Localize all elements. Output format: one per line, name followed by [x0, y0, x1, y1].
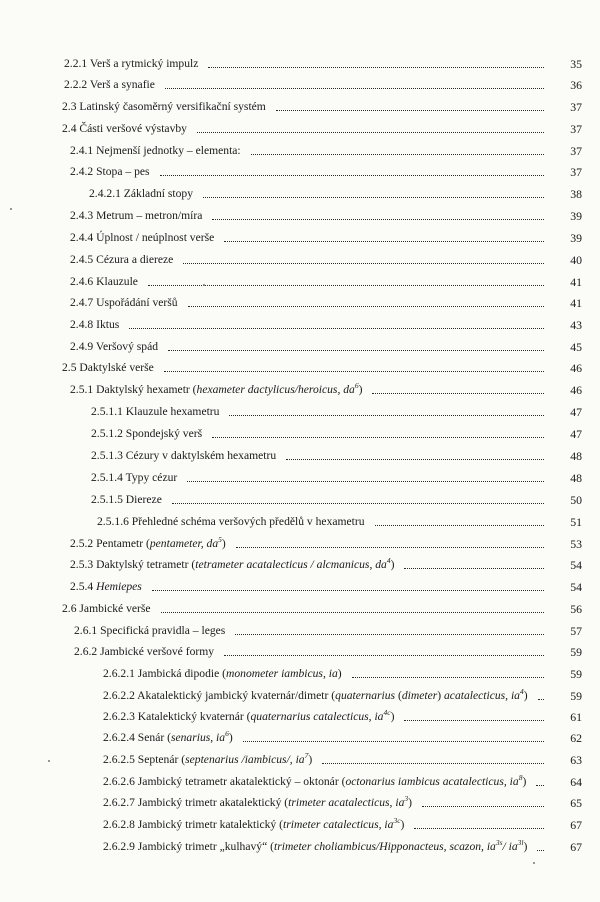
toc-entry[interactable]: [70, 535, 582, 551]
title-text: ): [522, 775, 527, 788]
page-number: 45: [570, 340, 582, 354]
dot-leader: [129, 327, 544, 329]
toc-entry[interactable]: [91, 447, 582, 463]
section-number: 2.6.2: [74, 645, 98, 658]
section-number: 2.5.3: [70, 558, 94, 571]
title-text: Daktylský hexametr (: [96, 383, 197, 396]
title-text: ): [337, 667, 342, 680]
dot-leader: [203, 196, 544, 198]
dot-leader: [404, 719, 544, 721]
title-text: ): [390, 710, 395, 723]
section-number: 2.5.1.2: [91, 427, 123, 440]
page-number: 47: [570, 405, 582, 419]
toc-entry[interactable]: [62, 600, 582, 616]
toc-entry-title: [70, 296, 178, 310]
title-text: Veršový spád: [95, 340, 159, 353]
title-text: ): [400, 818, 405, 831]
dot-leader: [172, 502, 544, 504]
toc-entry-title: [74, 645, 214, 659]
toc-entry[interactable]: [70, 338, 582, 354]
page-number: 46: [570, 383, 582, 397]
page-number: 47: [570, 427, 582, 441]
title-text: Jambická dipodie (: [137, 667, 227, 680]
toc-entry-title: [70, 383, 362, 397]
page-number: 40: [570, 253, 582, 267]
page-number: 37: [570, 144, 582, 158]
section-number: 2.5.1.3: [91, 449, 123, 462]
toc-entry-title: [103, 689, 528, 703]
page-number: 64: [570, 775, 582, 789]
title-text: Klauzule: [96, 275, 138, 288]
title-superscript: 4c: [383, 708, 391, 717]
toc-entry[interactable]: [70, 316, 582, 332]
dot-leader: [165, 87, 544, 89]
toc-entry[interactable]: [103, 838, 582, 854]
toc-entry-title: [74, 624, 225, 638]
page-number: 53: [570, 537, 582, 551]
dot-leader: [286, 458, 544, 460]
page-number: 48: [570, 471, 582, 485]
title-text: Senár (: [137, 731, 171, 744]
dot-leader: [243, 740, 544, 742]
toc-entry-title: [103, 667, 342, 681]
page-number: 41: [570, 275, 582, 289]
page-number: 43: [570, 318, 582, 332]
toc-entry[interactable]: [97, 513, 582, 529]
page-number: 61: [570, 710, 582, 724]
toc-entry-title: [91, 471, 177, 485]
page-number: 57: [570, 624, 582, 638]
scan-speck: [10, 208, 12, 210]
toc-entry-title: [103, 818, 404, 832]
title-text: senarius, ia: [170, 731, 226, 744]
dot-leader: [197, 131, 544, 133]
dot-leader: [224, 654, 544, 656]
section-number: 2.5.1: [70, 383, 94, 396]
dot-leader: [160, 174, 544, 176]
toc-entry-title: [103, 731, 233, 745]
page-number: 37: [570, 100, 582, 114]
toc-entry-title: [70, 275, 138, 289]
toc-entry[interactable]: [62, 120, 582, 136]
dot-leader: [276, 109, 544, 111]
title-text: septenarius /iambicus/, ia: [185, 753, 305, 766]
toc-entry-title: [70, 318, 119, 332]
toc-entry[interactable]: [103, 708, 582, 724]
section-number: 2.4.3: [70, 209, 94, 222]
toc-entry[interactable]: [70, 556, 582, 572]
page-number: 59: [570, 645, 582, 659]
title-text: quaternarius catalecticus, ia: [250, 710, 384, 723]
section-number: 2.6.2.1: [103, 667, 135, 680]
section-number: 2.4.1: [70, 144, 94, 157]
title-superscript: 3: [404, 794, 409, 803]
title-text: Metrum – metron/míra: [96, 209, 203, 222]
page-number: 67: [570, 840, 582, 854]
title-text: Části veršové výstavby: [79, 122, 187, 135]
title-text: Cézury v daktylském hexametru: [125, 449, 277, 462]
dot-leader: [188, 305, 544, 307]
dot-leader: [372, 392, 544, 394]
page-number: 54: [570, 558, 582, 572]
dot-leader: [148, 284, 544, 286]
toc-entry[interactable]: [89, 185, 582, 201]
toc-entry-title: [70, 537, 226, 551]
title-text: Daktylský tetrametr (: [96, 558, 196, 571]
page-number: 36: [570, 78, 582, 92]
toc-entry[interactable]: [91, 425, 582, 441]
page-number: 38: [570, 187, 582, 201]
toc-entry-title: [91, 493, 162, 507]
page-number: 39: [570, 231, 582, 245]
dot-leader: [375, 524, 544, 526]
title-superscript: 8: [518, 773, 523, 782]
title-text: Jambický trimetr „kulhavý“ (: [137, 840, 274, 853]
toc-entry-title: [70, 144, 241, 158]
toc-entry-title: [70, 558, 394, 572]
dot-leader: [414, 827, 544, 829]
dot-leader: [229, 414, 544, 416]
dot-leader: [536, 784, 544, 786]
section-number: 2.5.1.6: [97, 515, 129, 528]
toc-entry-title: [103, 775, 526, 789]
title-text: acatalecticus, ia: [444, 689, 520, 702]
toc-entry[interactable]: [62, 359, 582, 375]
toc-entry[interactable]: [74, 622, 582, 638]
page-number: 50: [570, 493, 582, 507]
toc-entry[interactable]: [103, 665, 582, 681]
section-number: 2.5: [62, 361, 77, 374]
toc-entry[interactable]: [103, 687, 582, 703]
title-superscript: 6: [225, 729, 229, 738]
section-number: 2.4.7: [70, 296, 94, 309]
section-number: 2.2.2: [64, 78, 88, 91]
page-number: 63: [570, 753, 582, 767]
title-text: trimeter acatalecticus, ia: [288, 796, 405, 809]
title-text: Hemiepes: [96, 580, 142, 593]
section-number: 2.3: [62, 100, 77, 113]
toc-entry[interactable]: [103, 794, 582, 810]
title-text: Jambické veršové formy: [100, 645, 215, 658]
toc-entry-title: [91, 405, 219, 419]
toc-entry[interactable]: [91, 491, 582, 507]
section-number: 2.6: [62, 602, 77, 615]
scan-speck: [203, 284, 205, 286]
toc-entry-title: [103, 753, 312, 767]
toc-entry[interactable]: [70, 163, 582, 179]
title-text: (: [395, 689, 402, 702]
toc-entry[interactable]: [62, 98, 582, 114]
section-number: 2.6.2.9: [103, 840, 135, 853]
title-superscript: 3l: [517, 838, 524, 847]
title-text: ): [523, 840, 528, 853]
page-number: 59: [570, 689, 582, 703]
toc-entry-title: [62, 122, 187, 136]
dot-leader: [152, 589, 544, 591]
title-text: Nejmenší jednotky – elementa:: [96, 144, 241, 157]
title-text: / ia: [502, 840, 518, 853]
section-number: 2.4.2.1: [89, 187, 121, 200]
title-text: Uspořádání veršů: [96, 296, 178, 309]
toc-entry[interactable]: [70, 273, 582, 289]
title-text: Typy cézur: [125, 471, 178, 484]
toc-entry[interactable]: [91, 403, 582, 419]
page-number: 54: [570, 580, 582, 594]
dot-leader: [537, 849, 544, 851]
toc-entry-title: [103, 796, 412, 810]
section-number: 2.6.2.7: [103, 796, 135, 809]
title-text: Verš a rytmický impulz: [89, 57, 199, 70]
dot-leader: [404, 567, 544, 569]
toc-entry[interactable]: [64, 55, 582, 71]
toc-entry-title: [70, 580, 142, 594]
page-number: 35: [570, 57, 582, 71]
title-superscript: 4: [519, 687, 524, 696]
section-number: 2.4.4: [70, 231, 94, 244]
toc-entry-title: [91, 427, 202, 441]
toc-entry[interactable]: [70, 578, 582, 594]
toc-entry[interactable]: [74, 643, 582, 659]
title-text: ): [390, 558, 395, 571]
title-superscript: 5: [218, 535, 222, 544]
dot-leader: [212, 218, 544, 220]
dot-leader: [251, 153, 544, 155]
page-number: 65: [570, 796, 582, 810]
toc-entry[interactable]: [103, 816, 582, 832]
page-number: 41: [570, 296, 582, 310]
scan-speck: [48, 760, 50, 762]
toc-entry[interactable]: [70, 207, 582, 223]
dot-leader: [208, 66, 544, 68]
dot-leader: [212, 436, 544, 438]
title-text: ): [408, 796, 412, 809]
title-text: ): [221, 537, 226, 550]
page-number: 59: [570, 667, 582, 681]
page-number: 56: [570, 602, 582, 616]
dot-leader: [352, 676, 544, 678]
section-number: 2.4.2: [70, 165, 94, 178]
title-text: dimeter: [401, 689, 438, 702]
title-text: Akatalektický jambický kvaternár/dimetr (: [137, 689, 336, 702]
section-number: 2.6.2.2: [103, 689, 135, 702]
page-number: 37: [570, 165, 582, 179]
title-superscript: 4: [386, 556, 391, 565]
dot-leader: [183, 262, 544, 264]
toc-entry-title: [89, 187, 193, 201]
title-text: quaternarius: [335, 689, 396, 702]
toc-entry-title: [64, 57, 198, 71]
toc-entry-title: [103, 840, 527, 854]
toc-entry-title: [70, 165, 150, 179]
title-text: Úplnost / neúplnost verše: [96, 231, 215, 244]
toc-entry-title: [70, 209, 202, 223]
title-text: trimeter choliambicus/Hipponacteus, scazon, ia: [273, 840, 496, 853]
dot-leader: [164, 370, 544, 372]
dot-leader: [161, 611, 544, 613]
toc-entry-title: [97, 515, 365, 529]
title-text: Pentametr (: [96, 537, 150, 550]
section-number: 2.6.2.8: [103, 818, 135, 831]
toc-entry-title: [62, 100, 266, 114]
title-superscript: 6: [354, 381, 359, 390]
title-text: Jambický tetrametr akatalektický – oktonár (: [137, 775, 346, 788]
toc-entry[interactable]: [70, 381, 582, 397]
title-text: Daktylské verše: [79, 361, 154, 374]
toc-entry[interactable]: [70, 142, 582, 158]
toc-entry[interactable]: [103, 773, 582, 789]
toc-entry-title: [70, 231, 214, 245]
title-text: hexameter dactylicus/heroicus, da: [196, 383, 355, 396]
section-number: 2.6.1: [74, 624, 98, 637]
title-text: Jambický trimetr akatalektický (: [137, 796, 289, 809]
dot-leader: [187, 480, 544, 482]
title-superscript: 7: [304, 751, 309, 760]
dot-leader: [236, 546, 544, 548]
title-text: ): [437, 689, 444, 702]
title-text: Cézura a diereze: [96, 253, 174, 266]
title-text: ): [358, 383, 363, 396]
title-text: Septenár (: [137, 753, 186, 766]
title-text: ): [523, 689, 528, 702]
page-number: 37: [570, 122, 582, 136]
toc-entry[interactable]: [103, 751, 582, 767]
title-text: Iktus: [96, 318, 120, 331]
title-text: tetrameter acatalecticus / alcmanicus, da: [195, 558, 387, 571]
title-text: Základní stopy: [123, 187, 194, 200]
toc-entry-title: [91, 449, 276, 463]
title-text: Klauzule hexametru: [125, 405, 220, 418]
title-text: Jambický trimetr katalektický (: [137, 818, 283, 831]
title-text: Jambické verše: [79, 602, 151, 615]
toc-entry[interactable]: [64, 76, 582, 92]
title-text: ): [228, 731, 233, 744]
title-text: trimeter catalecticus, ia: [283, 818, 394, 831]
section-number: 2.5.1.1: [91, 405, 123, 418]
toc-entry-title: [64, 78, 155, 92]
section-number: 2.5.1.5: [91, 493, 123, 506]
title-text: Verš a synafie: [89, 78, 155, 91]
dot-leader: [235, 633, 544, 635]
toc-entry[interactable]: [70, 229, 582, 245]
dot-leader: [322, 762, 544, 764]
section-number: 2.4.5: [70, 253, 94, 266]
toc-entry[interactable]: [70, 294, 582, 310]
dot-leader: [168, 349, 544, 351]
toc-entry[interactable]: [103, 729, 582, 745]
page-number: 51: [570, 515, 582, 529]
title-text: Katalektický kvaternár (: [137, 710, 251, 723]
title-text: Latinský časoměrný versifikační systém: [79, 100, 266, 113]
title-text: pentameter, da: [149, 537, 219, 550]
toc-entry-title: [70, 340, 158, 354]
title-text: monometer iambicus, ia: [226, 667, 338, 680]
toc-entry-title: [62, 361, 154, 375]
page-number: 67: [570, 818, 582, 832]
toc-entry[interactable]: [91, 469, 582, 485]
toc-entry-title: [103, 710, 394, 724]
section-number: 2.4.6: [70, 275, 94, 288]
section-number: 2.5.2: [70, 537, 94, 550]
title-text: Přehledné schéma veršových předělů v hexametru: [131, 515, 365, 528]
title-text: Diereze: [125, 493, 162, 506]
section-number: 2.6.2.3: [103, 710, 135, 723]
scan-speck: [533, 862, 535, 864]
title-text: Specifická pravidla – leges: [100, 624, 226, 637]
title-text: ): [308, 753, 313, 766]
toc-entry-title: [62, 602, 151, 616]
title-text: octonarius iambicus acatalecticus, ia: [345, 775, 519, 788]
page-number: 48: [570, 449, 582, 463]
toc-entry-title: [70, 253, 173, 267]
section-number: 2.4.8: [70, 318, 94, 331]
section-number: 2.6.2.5: [103, 753, 135, 766]
section-number: 2.4.9: [70, 340, 94, 353]
page-number: 46: [570, 361, 582, 375]
title-text: Stopa – pes: [96, 165, 150, 178]
dot-leader: [538, 698, 544, 700]
title-superscript: 3c: [393, 816, 401, 825]
page-number: 39: [570, 209, 582, 223]
section-number: 2.2.1: [64, 57, 88, 70]
title-text: Spondejský verš: [125, 427, 203, 440]
section-number: 2.5.1.4: [91, 471, 123, 484]
dot-leader: [224, 240, 544, 242]
toc-entry[interactable]: [70, 251, 582, 267]
section-number: 2.6.2.4: [103, 731, 135, 744]
section-number: 2.6.2.6: [103, 775, 135, 788]
title-superscript: 3s: [495, 838, 503, 847]
dot-leader: [422, 805, 544, 807]
section-number: 2.4: [62, 122, 77, 135]
page-number: 62: [570, 731, 582, 745]
section-number: 2.5.4: [70, 580, 94, 593]
